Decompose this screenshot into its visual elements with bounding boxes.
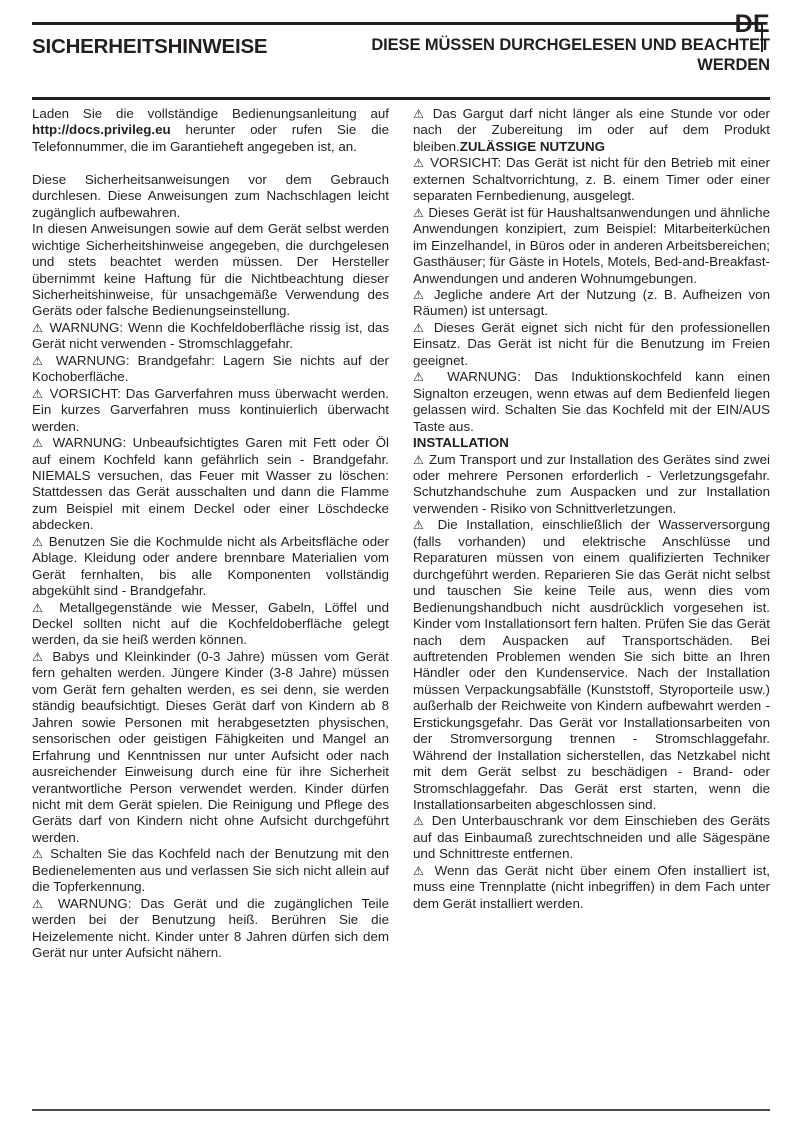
warning-text: WARNUNG: Brandgefahr: Lagern Sie nichts auf der Kochoberfläche.: [32, 352, 389, 385]
warning-text: Metallgegenstände wie Messer, Gabeln, Löffel und Deckel sollten nicht auf die Kochfeldoberfläche gelegt werden, da sie heiß werden können.: [32, 599, 389, 648]
warning-item: [32, 600, 389, 649]
warning-text: Dieses Gerät eignet sich nicht für den professionellen Einsatz. Das Gerät ist nicht für die Benutzung im Freien geeignet.: [413, 319, 770, 368]
warning-item: [413, 452, 770, 518]
warning-triangle-icon: ⚠: [413, 518, 430, 533]
paragraph-spacer: [32, 155, 389, 171]
warning-text: WARNUNG: Das Gerät und die zugänglichen Teile werden bei der Benutzung heiß. Berühren Sie die Heizelemente nicht. Kinder unter 8 Jahren dürfen sich dem Gerät nur unter Aufsicht nähern.: [32, 895, 389, 961]
page-header: [32, 10, 770, 94]
warning-triangle-icon: ⚠: [413, 863, 428, 878]
warning-item: [32, 846, 389, 895]
warning-text: Babys und Kleinkinder (0-3 Jahre) müssen vom Gerät fern gehalten werden. Jüngere Kinder (3-8 Jahre) müssen vom Gerät fern gehalten werden, es sei denn, sie werden ständig beaufsichtigt. Dieses Gerät darf von Kindern ab 8 Jahren sowie Personen mit herabgesetzten physischen, sensorischen oder geistigen Fähigkeiten und Mangel an Erfahrung und Kenntnissen nur unter Aufsicht oder nach ausreichender Einweisung durch eine für ihre Sicherheit verantwortliche Person verwendet werden. Kinder dürfen nicht mit dem Gerät spielen. Die Reinigung und Pflege des Geräts darf von Kindern nicht ohne Aufsicht durchgeführt werden.: [32, 648, 389, 845]
warning-text: Den Unterbauschrank vor dem Einschieben des Geräts auf das Einbaumaß zurechtschneiden und alle Sägespäne und Schnittreste entfernen.: [413, 813, 771, 862]
warning-text: Schalten Sie das Kochfeld nach der Benutzung mit den Bedienelementen aus und verlassen Sie sich nicht allein auf die Topferkennung.: [32, 846, 389, 895]
warning-item: [413, 155, 770, 204]
warning-item: [413, 517, 770, 813]
warning-item: [413, 205, 770, 287]
paragraph-read-first: Diese Sicherheitsanweisungen vor dem Gebrauch durchlesen. Diese Anweisungen zum Nachschlagen leicht zugänglich aufbewahren.: [32, 171, 389, 220]
warning-text: VORSICHT: Das Garverfahren muss überwacht werden. Ein kurzes Garverfahren muss kontinuierlich überwacht werden.: [32, 385, 389, 434]
warning-text: Wenn das Gerät nicht über einem Ofen installiert ist, muss eine Trennplatte (nicht inbegriffen) in dem Fach unter dem Gerät installiert werden.: [413, 862, 770, 911]
warning-triangle-icon: ⚠: [32, 320, 45, 335]
warning-item: [32, 386, 389, 435]
paragraph-important-notes: In diesen Anweisungen sowie auf dem Gerät selbst werden wichtige Sicherheitshinweise angegeben, die durchgelesen und stets beachtet werden müssen. Der Hersteller übernimmt keine Haftung für die Nichtbeachtung dieser Sicherheitshinweise, für unsachgemäße Verwendung des Geräts oder falsche Bedienungseinstellung.: [32, 221, 389, 319]
header-title-row: [32, 35, 770, 75]
warning-text: Benutzen Sie die Kochmulde nicht als Arbeitsfläche oder Ablage. Kleidung oder andere brennbare Materialien vom Gerät fernhalten, bis alle Komponenten vollständig abgekühlt sind - Brandgefahr.: [32, 533, 389, 599]
warning-triangle-icon: ⚠: [413, 287, 428, 302]
two-column-body: [32, 106, 770, 962]
warning-triangle-icon: ⚠: [32, 847, 45, 862]
warning-text: WARNUNG: Das Induktionskochfeld kann einen Signalton erzeugen, wenn etwas auf dem Bedienfeld liegen gelassen wird. Schalten Sie das Kochfeld mit der EIN/AUS Taste aus.: [413, 369, 770, 434]
warning-text: Das Gargut darf nicht länger als eine Stunde vor oder nach der Zubereitung im oder auf dem Produkt bleiben.: [413, 106, 770, 154]
warning-item: [413, 320, 770, 369]
page-title: SICHERHEITSHINWEISE: [32, 35, 268, 58]
paragraph-download-manual: [32, 106, 389, 155]
warning-item: [32, 896, 389, 962]
warning-item: [32, 649, 389, 846]
header-top-rule: [32, 22, 761, 25]
page-subtitle: DIESE MÜSSEN DURCHGELESEN UND BEACHTET WERDEN: [371, 36, 770, 75]
content-top-rule: [32, 97, 770, 100]
warning-item: [413, 369, 770, 435]
section-heading-allowed-use: ZULÄSSIGE NUTZUNG: [459, 138, 606, 154]
warning-triangle-icon: ⚠: [32, 649, 46, 664]
warning-triangle-icon: ⚠: [413, 320, 428, 335]
manual-url[interactable]: http://docs.privileg.eu: [32, 122, 171, 138]
warning-text: Jegliche andere Art der Nutzung (z. B. Aufheizen von Räumen) ist untersagt.: [413, 286, 770, 319]
language-code: DE: [734, 10, 770, 38]
warning-triangle-icon: ⚠: [32, 896, 49, 911]
warning-triangle-icon: ⚠: [413, 205, 425, 220]
right-column: [413, 106, 770, 962]
warning-item: [32, 353, 389, 386]
warning-triangle-icon: ⚠: [413, 452, 425, 467]
warning-item: [32, 435, 389, 534]
warning-item: [32, 534, 389, 600]
section-heading-installation: INSTALLATION: [413, 435, 509, 451]
warning-text: Zum Transport und zur Installation des Gerätes sind zwei oder mehrere Personen erforderlich - Verletzungsgefahr. Schutzhandschuhe zum Auspacken und zur Installation verwenden - Risiko von Schnittverletzungen.: [413, 451, 770, 516]
warning-text: WARNUNG: Wenn die Kochfeldoberfläche rissig ist, das Gerät nicht verwenden - Stromschlaggefahr.: [32, 319, 389, 352]
warning-text: VORSICHT: Das Gerät ist nicht für den Betrieb mit einer externen Schaltvorrichtung, z. B. einem Timer oder einer separaten Fernbedienung, ausgelegt.: [413, 155, 771, 204]
warning-triangle-icon: ⚠: [413, 107, 427, 121]
warning-item: [32, 320, 389, 353]
warning-item: [413, 106, 770, 155]
warning-triangle-icon: ⚠: [32, 353, 48, 368]
warning-item: [413, 287, 770, 320]
warning-triangle-icon: ⚠: [32, 600, 50, 615]
warning-triangle-icon: ⚠: [413, 814, 427, 829]
warning-text: Die Installation, einschließlich der Wasserversorgung (falls vorhanden) und elektrische Anschlüsse und Reparaturen müssen von einem qualifizierten Techniker durchgeführt werden. Reparieren Sie das Gerät nicht selbst und tauschen Sie keine Teile aus, wenn dies vom Bedienungshandbuch nicht ausdrücklich vorgesehen ist. Kinder vom Installationsort fern halten. Prüfen Sie das Gerät nach dem Auspacken auf Transportschäden. Bei auftretenden Problemen wenden Sie sich bitte an Ihren Händler oder den Kundenservice. Nach der Installation müssen Verpackungsabfälle (Kunststoff, Styroporteile usw.) außerhalb der Reichweite von Kindern aufbewahrt werden - Erstickungsgefahr. Das Gerät vor Installationsarbeiten von der Stromversorgung trennen - Stromschlaggefahr. Während der Installation sicherstellen, das Netzkabel nicht mit dem Gerät selbst zu beschädigen - Brand- oder Stromschlaggefahr. Das Gerät erst starten, wenn die Installationsarbeiten abgeschlossen sind.: [413, 517, 770, 813]
warning-text: WARNUNG: Unbeaufsichtigtes Garen mit Fett oder Öl auf einem Kochfeld kann gefährlich sein - Brandgefahr. NIEMALS versuchen, das Feuer mit Wasser zu löschen: Stattdessen das Gerät ausschalten und dann die Flamme zum Beispiel mit einem Deckel oder einer Löschdecke abdecken.: [32, 435, 390, 533]
warning-text: Dieses Gerät ist für Haushaltsanwendungen und ähnliche Anwendungen konzipiert, zum Beispiel: Mitarbeiterküchen im Einzelhandel, in Büros oder in anderen Arbeitsbereichen; Gasthäuser; für Gäste in Hotels, Motels, Bed-and-Breakfast-Anwendungen und anderen Wohnumgebungen.: [413, 204, 770, 286]
left-column: [32, 106, 389, 962]
warning-triangle-icon: ⚠: [32, 534, 45, 549]
warning-item: [413, 813, 770, 862]
download-text-after: herunter oder rufen Sie die Telefonnummer, die im Garantieheft angegeben ist, an.: [32, 122, 389, 154]
download-text-before: Laden Sie die vollständige Bedienungsanleitung auf: [32, 106, 389, 121]
warning-triangle-icon: ⚠: [32, 386, 45, 401]
footer-rule: [32, 1109, 770, 1111]
warning-triangle-icon: ⚠: [413, 370, 434, 385]
warning-item: [413, 863, 770, 912]
warning-triangle-icon: ⚠: [413, 156, 426, 171]
warning-triangle-icon: ⚠: [32, 436, 47, 451]
